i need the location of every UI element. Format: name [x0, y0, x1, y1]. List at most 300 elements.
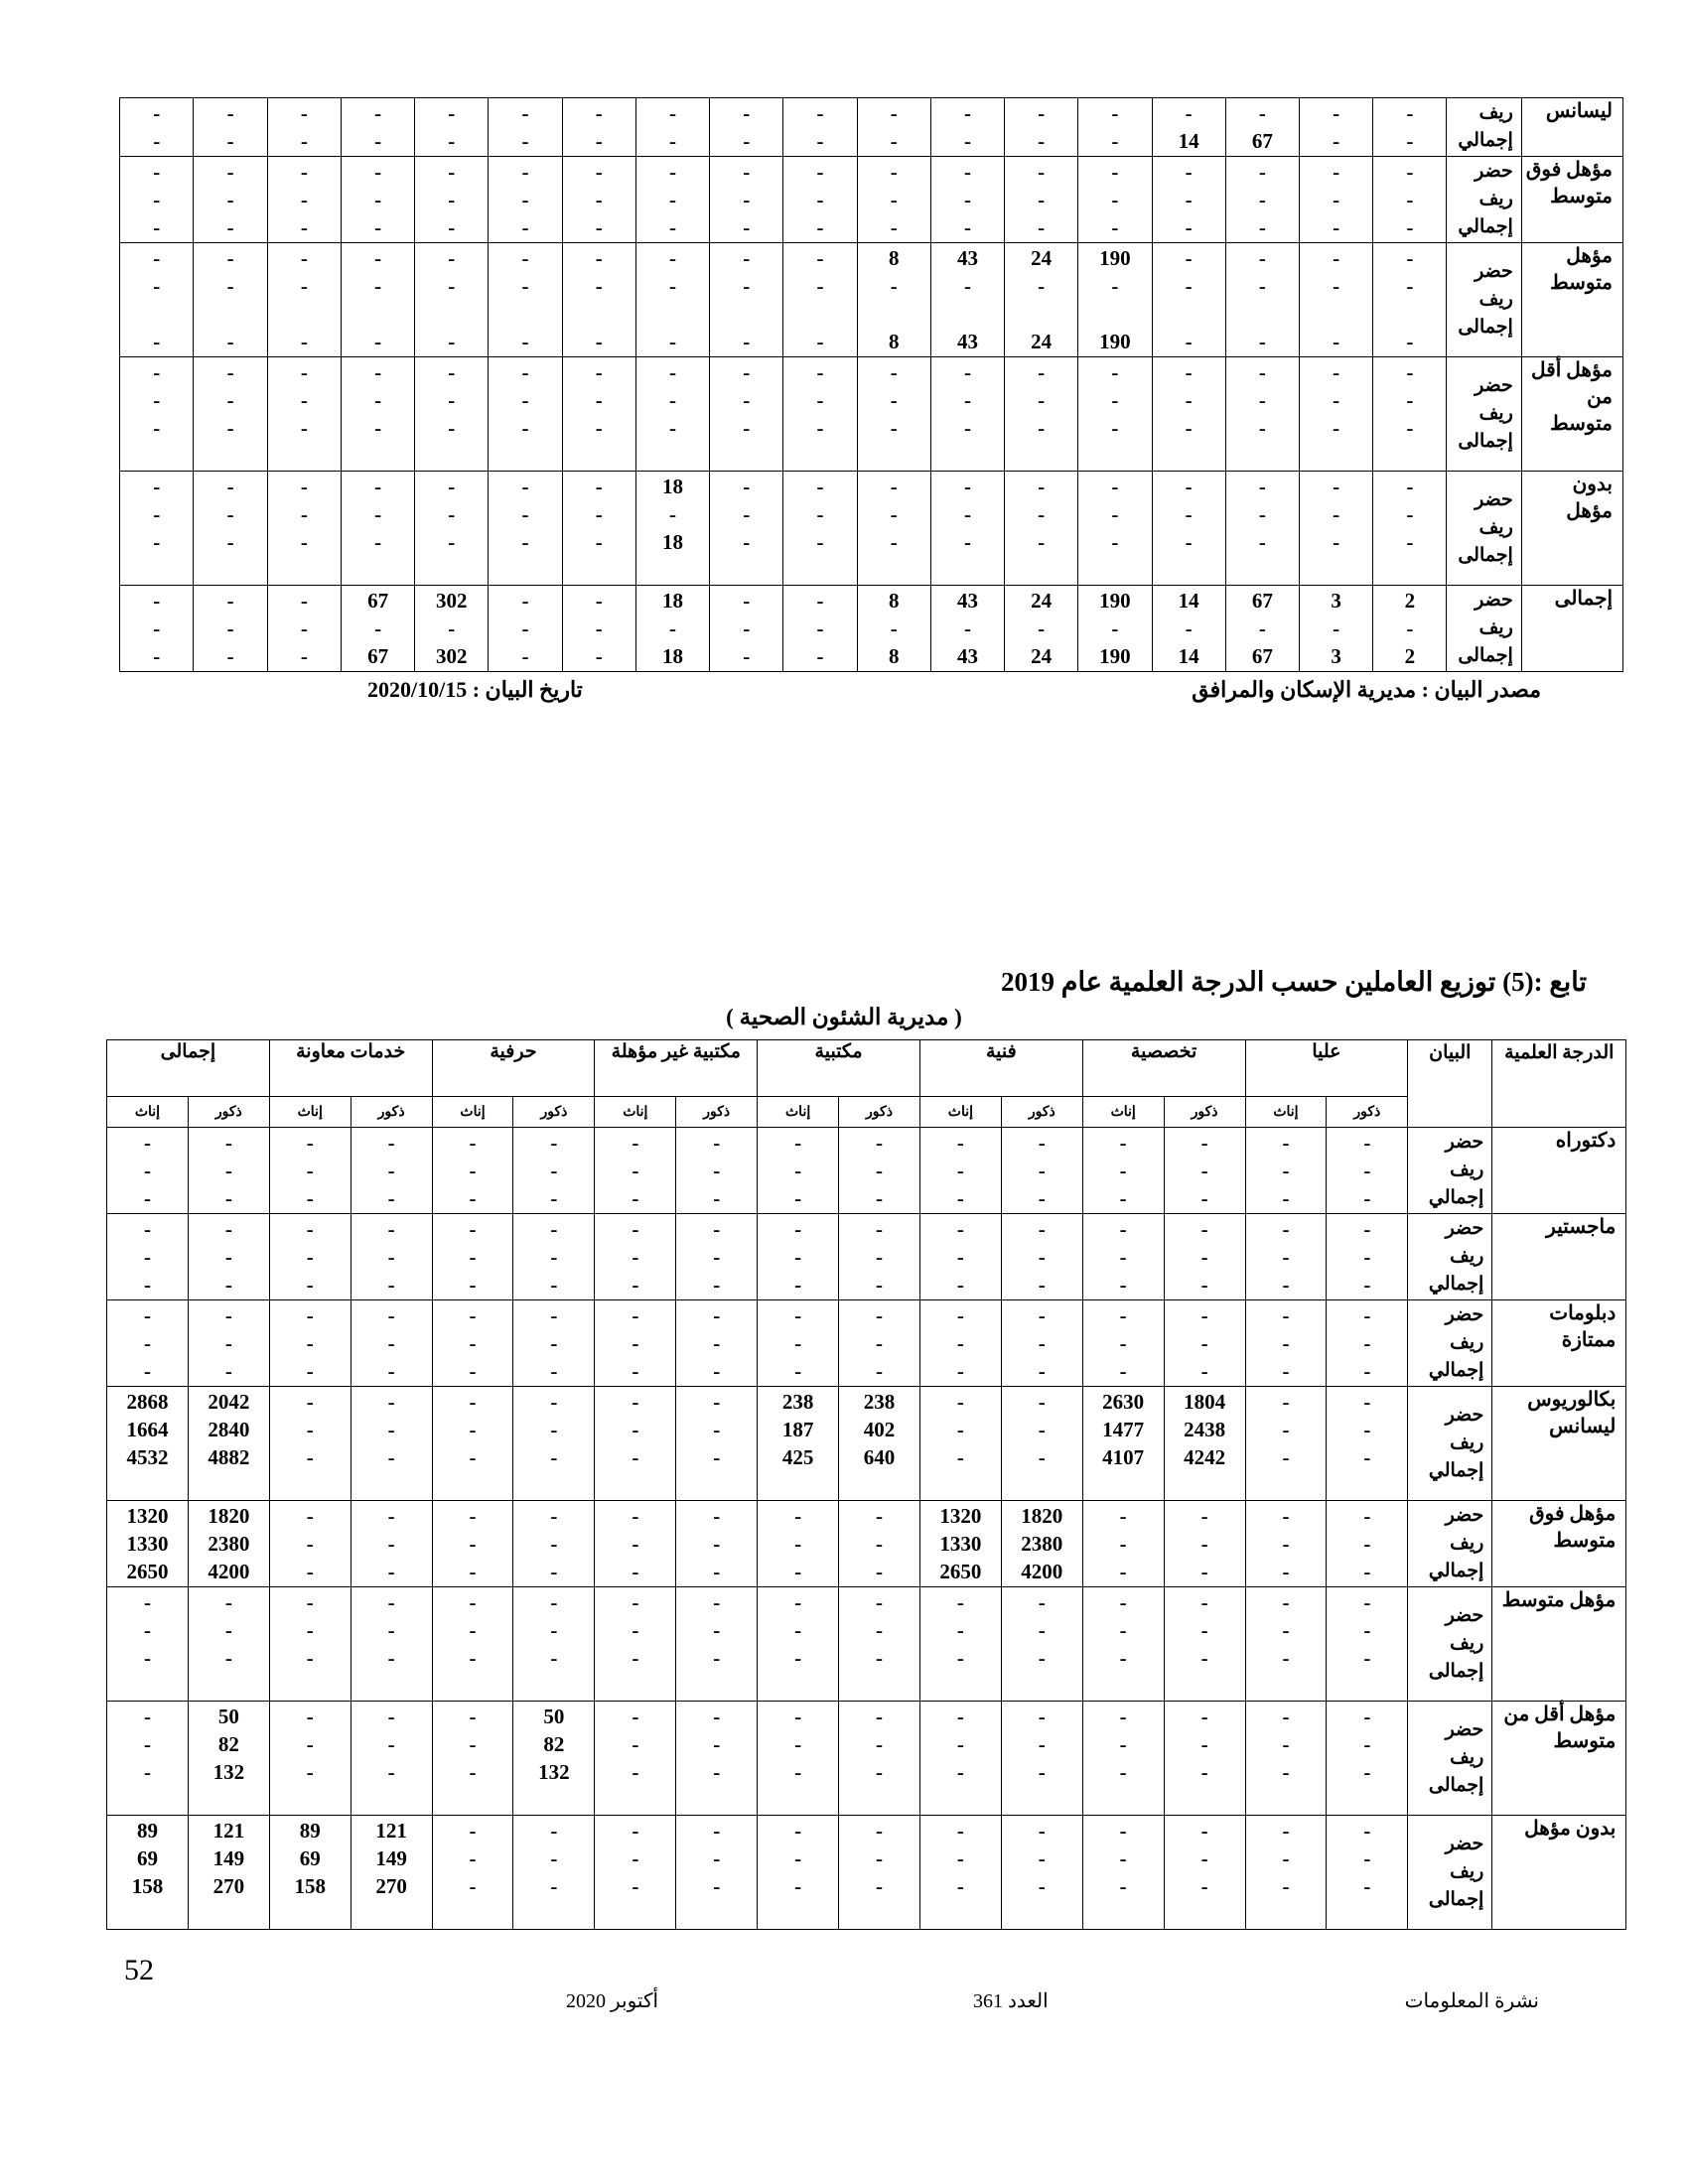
cell-value: - — [143, 1590, 151, 1614]
cell-value — [920, 1786, 1001, 1814]
cell-value: - — [1282, 1331, 1290, 1355]
table-cell — [1078, 157, 1152, 243]
cell-value: - — [956, 1390, 964, 1414]
cell-value: 2042 — [208, 1390, 250, 1414]
table-cell — [432, 1300, 513, 1387]
cell-value: - — [794, 1705, 802, 1728]
cell-value — [433, 1471, 513, 1499]
table-cell — [188, 1300, 269, 1387]
cell-value: 1820 — [1021, 1504, 1063, 1528]
cell-value: حضر — [1445, 1405, 1484, 1426]
cell-value: - — [224, 1618, 232, 1642]
cell-value: - — [1282, 1418, 1290, 1441]
table-cell — [1245, 1214, 1327, 1300]
cell-value: 132 — [538, 1760, 570, 1784]
cell-value: 89 — [136, 1819, 158, 1843]
cell-value: - — [226, 160, 234, 184]
table-cell — [758, 1300, 839, 1387]
cell-value — [1083, 1900, 1164, 1928]
table-cell — [269, 1816, 351, 1930]
table-cell — [120, 157, 194, 243]
table-cell — [432, 1587, 513, 1702]
cell-value — [415, 442, 488, 470]
cell-value: 4882 — [208, 1445, 250, 1469]
cell-value: - — [1038, 1245, 1046, 1269]
cell-value — [107, 1672, 188, 1700]
cell-value: - — [143, 1303, 151, 1327]
cell-value: - — [743, 101, 751, 125]
cell-value: - — [224, 1331, 232, 1355]
table-cell — [107, 1387, 189, 1501]
cell-value: - — [669, 129, 676, 153]
cell-value: 8 — [888, 644, 900, 668]
cell-value: - — [1119, 1760, 1127, 1784]
cell-value — [920, 1900, 1001, 1928]
cell-value — [1165, 1900, 1245, 1928]
cell-value: - — [1333, 360, 1340, 384]
cell-value: - — [1282, 1504, 1290, 1528]
cell-value — [342, 300, 414, 328]
table-cell — [595, 1816, 676, 1930]
cell-value: - — [306, 1390, 314, 1414]
cell-value: - — [669, 416, 676, 440]
cell-value: - — [1200, 1560, 1208, 1583]
cell-value: - — [387, 1445, 395, 1469]
cell-value: - — [595, 616, 603, 640]
table-cell — [341, 157, 414, 243]
cell-value — [858, 300, 930, 328]
cell-value: - — [1038, 360, 1046, 384]
table-cell — [1082, 1387, 1164, 1501]
table-row — [120, 472, 1623, 586]
table-row — [120, 157, 1623, 243]
cell-value: - — [876, 1504, 883, 1528]
table-cell — [1300, 586, 1373, 672]
cell-value: - — [300, 644, 308, 668]
cell-value: - — [669, 330, 676, 353]
cell-value: - — [387, 1390, 395, 1414]
cell-value: - — [1333, 101, 1340, 125]
category-header: فنية — [919, 1040, 1082, 1097]
cell-value — [758, 1672, 838, 1700]
cell-value: - — [153, 416, 161, 440]
cell-value: - — [387, 1331, 395, 1355]
row-types — [1447, 243, 1521, 357]
cell-value: - — [550, 1390, 558, 1414]
table-cell — [341, 98, 414, 157]
cell-value: - — [1406, 530, 1414, 554]
cell-value: - — [550, 1186, 558, 1210]
cell-value: - — [153, 160, 161, 184]
cell-value: - — [743, 616, 751, 640]
cell-value: - — [1038, 101, 1046, 125]
cell-value: - — [1406, 246, 1414, 270]
table-cell — [1164, 1816, 1245, 1930]
cell-value — [783, 556, 856, 584]
table-cell — [1373, 357, 1447, 472]
cell-value — [1300, 556, 1372, 584]
cell-value: - — [1119, 1217, 1127, 1241]
gender-header: ذكور — [676, 1097, 758, 1128]
cell-value: - — [890, 274, 898, 298]
cell-value: حضر — [1445, 1304, 1484, 1325]
cell-value: - — [387, 1273, 395, 1297]
table-cell — [188, 1702, 269, 1816]
cell-value: - — [713, 1618, 721, 1642]
cell-value: - — [469, 1303, 477, 1327]
cell-value: - — [595, 274, 603, 298]
cell-value: - — [521, 616, 529, 640]
cell-value: - — [1185, 388, 1193, 412]
cell-value: - — [521, 360, 529, 384]
cell-value: - — [550, 1331, 558, 1355]
cell-value: 69 — [136, 1846, 158, 1870]
cell-value: - — [794, 1618, 802, 1642]
cell-value: - — [794, 1560, 802, 1583]
table-cell — [1005, 98, 1078, 157]
cell-value: - — [816, 188, 824, 211]
cell-value: - — [816, 530, 824, 554]
cell-value: - — [448, 101, 456, 125]
cell-value: - — [1282, 1760, 1290, 1784]
cell-value — [1083, 1786, 1164, 1814]
cell-value: 149 — [375, 1846, 407, 1870]
cell-value: - — [153, 616, 161, 640]
gender-header: ذكور — [1164, 1097, 1245, 1128]
cell-value: - — [153, 274, 161, 298]
table-cell — [1164, 1702, 1245, 1816]
cell-value: - — [876, 1273, 883, 1297]
cell-value — [107, 1900, 188, 1928]
cell-value: 4200 — [208, 1560, 250, 1583]
cell-value — [783, 300, 856, 328]
cell-value — [268, 300, 341, 328]
cell-value — [758, 1900, 838, 1928]
cell-value: - — [1363, 1646, 1371, 1670]
cell-value: - — [632, 1245, 639, 1269]
table-cell — [107, 1702, 189, 1816]
table-cell — [1082, 1501, 1164, 1587]
cell-value — [194, 556, 266, 584]
table-cell — [513, 1387, 595, 1501]
table-row — [107, 1816, 1626, 1930]
cell-value: - — [226, 388, 234, 412]
table-cell — [1245, 1387, 1327, 1501]
table-cell — [513, 1300, 595, 1387]
cell-value — [1165, 1471, 1245, 1499]
cell-value: - — [143, 1331, 151, 1355]
table-cell — [595, 1501, 676, 1587]
table-cell — [188, 1128, 269, 1214]
table-cell — [758, 1128, 839, 1214]
cell-value: - — [521, 388, 529, 412]
cell-value: ريف — [1450, 1433, 1484, 1453]
cell-value: حضر — [1445, 1505, 1484, 1526]
table-cell — [1373, 98, 1447, 157]
cell-value: - — [521, 475, 529, 498]
table-cell — [341, 243, 414, 357]
cell-value: - — [743, 475, 751, 498]
cell-value: - — [713, 1874, 721, 1898]
table-cell — [1300, 98, 1373, 157]
cell-value: - — [794, 1131, 802, 1155]
table-cell — [783, 472, 857, 586]
cell-value: 67 — [367, 644, 389, 668]
cell-value: - — [226, 644, 234, 668]
table-cell — [415, 243, 489, 357]
table-cell — [107, 1214, 189, 1300]
cell-value: - — [713, 1504, 721, 1528]
cell-value: - — [816, 388, 824, 412]
cell-value: - — [374, 101, 382, 125]
table-cell — [351, 1128, 432, 1214]
cell-value: - — [1038, 1445, 1046, 1469]
cell-value: - — [306, 1245, 314, 1269]
cell-value: - — [306, 1159, 314, 1182]
cell-value: - — [1406, 160, 1414, 184]
table-cell — [1152, 472, 1225, 586]
table-cell — [710, 243, 783, 357]
cell-value: - — [448, 502, 456, 526]
cell-value: - — [469, 1618, 477, 1642]
cell-value: - — [306, 1646, 314, 1670]
cell-value: - — [224, 1186, 232, 1210]
cell-value — [676, 1471, 757, 1499]
cell-value: 18 — [662, 589, 683, 613]
cell-value: - — [1406, 274, 1414, 298]
table-cell — [1082, 1702, 1164, 1816]
cell-value: - — [1185, 188, 1193, 211]
table-cell — [269, 1501, 351, 1587]
cell-value: 4532 — [126, 1445, 169, 1469]
cell-value — [433, 1786, 513, 1814]
table-cell — [595, 1300, 676, 1387]
cell-value: - — [876, 1245, 883, 1269]
cell-value: - — [1185, 101, 1193, 125]
table1-source: مصدر البيان : مديرية الإسكان والمرافق — [1192, 677, 1541, 702]
gender-header: إناث — [919, 1097, 1001, 1128]
cell-value: - — [713, 1560, 721, 1583]
cell-value: - — [448, 388, 456, 412]
cell-value: - — [1282, 1532, 1290, 1556]
cell-value: 2840 — [208, 1418, 250, 1441]
cell-value: - — [1038, 188, 1046, 211]
table-cell — [513, 1587, 595, 1702]
table-cell — [1152, 98, 1225, 157]
table-cell — [783, 357, 857, 472]
cell-value: - — [1258, 530, 1266, 554]
cell-value: - — [374, 160, 382, 184]
cell-value: - — [1185, 502, 1193, 526]
cell-value: - — [1333, 215, 1340, 239]
table-cell — [415, 98, 489, 157]
cell-value: - — [595, 160, 603, 184]
cell-value: - — [1119, 1846, 1127, 1870]
cell-value: - — [550, 1618, 558, 1642]
cell-value: - — [1200, 1159, 1208, 1182]
cell-value — [342, 442, 414, 470]
cell-value: - — [876, 1303, 883, 1327]
table-cell — [676, 1387, 758, 1501]
cell-value: حضر — [1445, 1834, 1484, 1854]
cell-value: - — [1111, 160, 1119, 184]
cell-value: - — [956, 1732, 964, 1756]
cell-value: - — [1038, 274, 1046, 298]
cell-value: - — [224, 1217, 232, 1241]
cell-value: - — [521, 246, 529, 270]
cell-value — [636, 556, 709, 584]
cell-value: - — [550, 1532, 558, 1556]
cell-value: - — [153, 129, 161, 153]
cell-value: - — [1282, 1732, 1290, 1756]
cell-value: - — [1119, 1618, 1127, 1642]
cell-value: - — [224, 1273, 232, 1297]
table-cell — [1001, 1702, 1082, 1816]
cell-value: - — [448, 129, 456, 153]
table-cell — [269, 1587, 351, 1702]
cell-value: - — [1200, 1359, 1208, 1383]
cell-value — [1327, 1900, 1407, 1928]
footer-date: أكتوبر 2020 — [566, 1990, 659, 2012]
cell-value: - — [387, 1705, 395, 1728]
cell-value: - — [794, 1359, 802, 1383]
cell-value: - — [550, 1590, 558, 1614]
cell-value: 4200 — [1021, 1560, 1063, 1583]
cell-value — [920, 1471, 1001, 1499]
table-row — [120, 586, 1623, 672]
cell-value: - — [224, 1303, 232, 1327]
cell-value — [1300, 300, 1372, 328]
cell-value: - — [1038, 1359, 1046, 1383]
table-housing-directorate — [119, 97, 1623, 672]
cell-value: - — [890, 416, 898, 440]
cell-value: - — [226, 416, 234, 440]
cell-value: - — [143, 1159, 151, 1182]
cell-value: 43 — [956, 330, 978, 353]
cell-value: - — [743, 274, 751, 298]
cell-value: - — [387, 1303, 395, 1327]
cell-value: - — [469, 1504, 477, 1528]
table-cell — [513, 1128, 595, 1214]
cell-value: - — [1185, 330, 1193, 353]
cell-value: - — [1363, 1217, 1371, 1241]
cell-value: - — [448, 215, 456, 239]
gender-header: إناث — [107, 1097, 189, 1128]
cell-value — [595, 1471, 675, 1499]
cell-value: - — [632, 1705, 639, 1728]
cell-value: - — [1363, 1359, 1371, 1383]
cell-value: - — [521, 274, 529, 298]
cell-value: - — [956, 1445, 964, 1469]
cell-value — [783, 442, 856, 470]
cell-value: - — [550, 1159, 558, 1182]
cell-value: - — [521, 589, 529, 613]
table-cell — [1327, 1702, 1408, 1816]
cell-value: - — [632, 1303, 639, 1327]
cell-value: حضر — [1475, 161, 1513, 182]
table-cell — [107, 1501, 189, 1587]
cell-value — [1246, 1672, 1327, 1700]
cell-value: 1320 — [939, 1504, 982, 1528]
cell-value: - — [632, 1331, 639, 1355]
cell-value: - — [374, 215, 382, 239]
table-cell — [120, 586, 194, 672]
cell-value: - — [306, 1618, 314, 1642]
table-cell — [1082, 1816, 1164, 1930]
cell-value: - — [306, 1560, 314, 1583]
cell-value: - — [743, 129, 751, 153]
cell-value — [1165, 1786, 1245, 1814]
table-cell — [267, 472, 341, 586]
cell-value — [352, 1786, 432, 1814]
cell-value: - — [374, 388, 382, 412]
cell-value: - — [1119, 1245, 1127, 1269]
table-cell — [839, 1387, 920, 1501]
cell-value: - — [1038, 1217, 1046, 1241]
table-cell — [710, 586, 783, 672]
table-cell — [513, 1702, 595, 1816]
table-cell — [1245, 1702, 1327, 1816]
table-cell — [194, 243, 267, 357]
cell-value: - — [713, 1846, 721, 1870]
cell-value: - — [1119, 1303, 1127, 1327]
cell-value: - — [1406, 360, 1414, 384]
cell-value: - — [956, 1618, 964, 1642]
cell-value: 4242 — [1184, 1445, 1226, 1469]
cell-value: - — [226, 330, 234, 353]
cell-value — [352, 1900, 432, 1928]
cell-value: - — [669, 188, 676, 211]
table-cell — [267, 243, 341, 357]
cell-value: - — [632, 1390, 639, 1414]
cell-value: - — [306, 1217, 314, 1241]
cell-value: - — [448, 475, 456, 498]
cell-value: - — [890, 129, 898, 153]
cell-value: - — [713, 1359, 721, 1383]
cell-value: - — [226, 360, 234, 384]
cell-value — [710, 300, 782, 328]
table-cell — [1300, 357, 1373, 472]
cell-value: - — [1200, 1273, 1208, 1297]
table-cell — [415, 157, 489, 243]
table-row — [107, 1501, 1626, 1587]
row-types — [1408, 1587, 1492, 1702]
cell-value: - — [1258, 246, 1266, 270]
cell-value — [513, 1900, 594, 1928]
cell-value: - — [794, 1217, 802, 1241]
table-cell — [839, 1702, 920, 1816]
cell-value: - — [743, 246, 751, 270]
cell-value: - — [956, 1705, 964, 1728]
table-cell — [107, 1300, 189, 1387]
cell-value: 67 — [367, 589, 389, 613]
cell-value: - — [469, 1846, 477, 1870]
cell-value: - — [1185, 616, 1193, 640]
cell-value — [415, 300, 488, 328]
cell-value — [1165, 1672, 1245, 1700]
cell-value: - — [713, 1390, 721, 1414]
cell-value: حضر — [1475, 261, 1513, 282]
cell-value: - — [448, 330, 456, 353]
cell-value — [1005, 300, 1077, 328]
cell-value: - — [1119, 1874, 1127, 1898]
table-cell — [919, 1501, 1001, 1587]
cell-value: - — [876, 1705, 883, 1728]
table-cell — [839, 1501, 920, 1587]
cell-value: - — [890, 475, 898, 498]
cell-value: - — [632, 1590, 639, 1614]
cell-value: 270 — [212, 1874, 245, 1898]
